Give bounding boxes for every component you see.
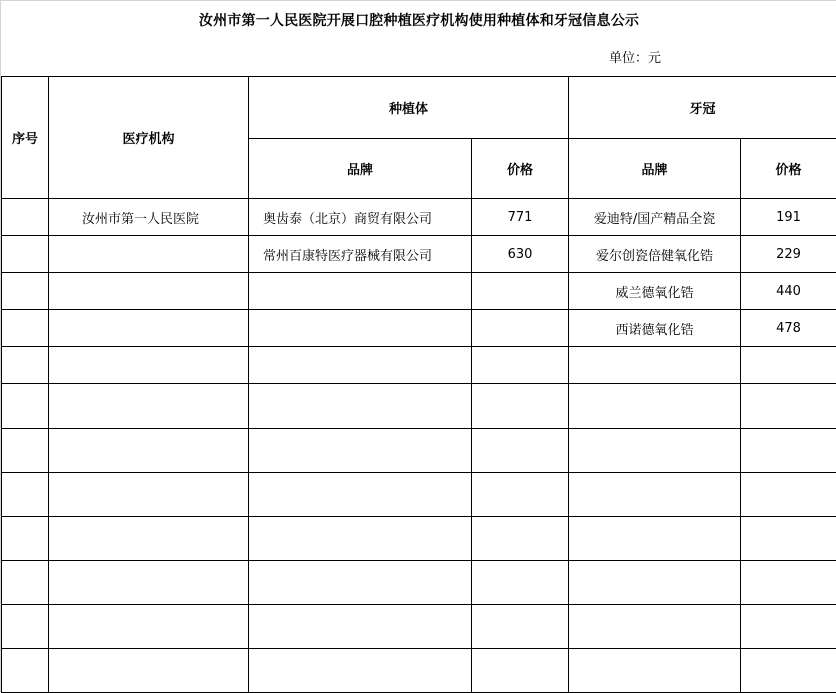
cell-implant-price[interactable] <box>472 473 569 517</box>
cell-crown-brand[interactable]: 爱迪特/国产精品全瓷 <box>569 199 741 236</box>
header-implant-price[interactable]: 价格 <box>472 139 569 199</box>
cell-implant-brand[interactable] <box>249 605 472 649</box>
cell-crown-brand[interactable] <box>569 429 741 473</box>
cell-implant-price[interactable] <box>472 429 569 473</box>
cell-implant-price[interactable] <box>472 561 569 605</box>
cell-implant-brand[interactable] <box>249 384 472 429</box>
table-row <box>2 273 836 310</box>
header-implant-brand[interactable]: 品牌 <box>249 139 472 199</box>
header-seq[interactable]: 序号 <box>2 77 49 199</box>
cell-institution[interactable] <box>49 273 249 310</box>
table-row <box>2 605 836 649</box>
cell-seq[interactable] <box>2 236 49 273</box>
cell-implant-price[interactable]: 771 <box>472 199 569 236</box>
cell-institution[interactable] <box>49 347 249 384</box>
cell-crown-brand[interactable] <box>569 561 741 605</box>
cell-crown-price[interactable]: 229 <box>741 236 836 273</box>
cell-crown-brand[interactable]: 西诺德氧化锆 <box>569 310 741 347</box>
header-institution[interactable]: 医疗机构 <box>49 77 249 199</box>
cell-implant-price[interactable] <box>472 347 569 384</box>
cell-crown-price[interactable] <box>741 347 836 384</box>
cell-crown-price[interactable] <box>741 649 836 693</box>
cell-institution[interactable] <box>49 649 249 693</box>
header-crown-price[interactable]: 价格 <box>741 139 836 199</box>
cell-crown-price[interactable]: 191 <box>741 199 836 236</box>
cell-institution[interactable] <box>49 561 249 605</box>
header-crown-group[interactable]: 牙冠 <box>569 77 836 139</box>
cell-implant-price[interactable] <box>472 517 569 561</box>
page-title: 汝州市第一人民医院开展口腔种植医疗机构使用种植体和牙冠信息公示 <box>1 1 836 41</box>
table-row <box>2 561 836 605</box>
cell-implant-price[interactable] <box>472 384 569 429</box>
table-row <box>2 429 836 473</box>
cell-seq[interactable] <box>2 561 49 605</box>
unit-label: 单位：元 <box>609 47 661 66</box>
cell-implant-brand[interactable] <box>249 429 472 473</box>
cell-implant-price[interactable] <box>472 649 569 693</box>
cell-implant-brand[interactable] <box>249 273 472 310</box>
cell-seq[interactable] <box>2 384 49 429</box>
cell-implant-price[interactable] <box>472 605 569 649</box>
info-table <box>1 76 836 693</box>
cell-crown-brand[interactable] <box>569 605 741 649</box>
cell-implant-brand[interactable]: 常州百康特医疗器械有限公司 <box>249 236 472 273</box>
cell-implant-brand[interactable] <box>249 473 472 517</box>
header-crown-brand[interactable]: 品牌 <box>569 139 741 199</box>
cell-institution[interactable] <box>49 310 249 347</box>
cell-implant-brand[interactable] <box>249 517 472 561</box>
cell-institution[interactable] <box>49 384 249 429</box>
cell-implant-brand[interactable] <box>249 649 472 693</box>
table-row <box>2 236 836 273</box>
table-row <box>2 199 836 236</box>
cell-implant-brand[interactable] <box>249 561 472 605</box>
cell-seq[interactable] <box>2 273 49 310</box>
table-row <box>2 310 836 347</box>
cell-crown-price[interactable]: 440 <box>741 273 836 310</box>
cell-seq[interactable] <box>2 649 49 693</box>
cell-seq[interactable] <box>2 199 49 236</box>
cell-institution[interactable]: 汝州市第一人民医院 <box>49 199 249 236</box>
cell-crown-price[interactable] <box>741 605 836 649</box>
cell-seq[interactable] <box>2 310 49 347</box>
cell-implant-price[interactable]: 630 <box>472 236 569 273</box>
cell-crown-brand[interactable] <box>569 473 741 517</box>
cell-crown-brand[interactable] <box>569 649 741 693</box>
table-row <box>2 347 836 384</box>
cell-implant-brand[interactable] <box>249 347 472 384</box>
cell-institution[interactable] <box>49 605 249 649</box>
cell-institution[interactable] <box>49 473 249 517</box>
cell-seq[interactable] <box>2 517 49 561</box>
cell-implant-brand[interactable]: 奥齿泰（北京）商贸有限公司 <box>249 199 472 236</box>
cell-crown-brand[interactable]: 威兰德氧化锆 <box>569 273 741 310</box>
cell-crown-brand[interactable] <box>569 384 741 429</box>
cell-seq[interactable] <box>2 429 49 473</box>
table-row <box>2 473 836 517</box>
cell-seq[interactable] <box>2 605 49 649</box>
cell-seq[interactable] <box>2 347 49 384</box>
cell-crown-price[interactable] <box>741 517 836 561</box>
cell-crown-brand[interactable] <box>569 347 741 384</box>
cell-crown-price[interactable]: 478 <box>741 310 836 347</box>
cell-crown-price[interactable] <box>741 561 836 605</box>
table-row <box>2 384 836 429</box>
cell-institution[interactable] <box>49 517 249 561</box>
header-row-1 <box>2 77 836 139</box>
cell-crown-price[interactable] <box>741 429 836 473</box>
cell-implant-brand[interactable] <box>249 310 472 347</box>
cell-institution[interactable] <box>49 236 249 273</box>
cell-crown-brand[interactable] <box>569 517 741 561</box>
table-row <box>2 649 836 693</box>
cell-crown-brand[interactable]: 爱尔创瓷倍健氧化锆 <box>569 236 741 273</box>
cell-crown-price[interactable] <box>741 473 836 517</box>
cell-implant-price[interactable] <box>472 273 569 310</box>
cell-implant-price[interactable] <box>472 310 569 347</box>
cell-seq[interactable] <box>2 473 49 517</box>
cell-institution[interactable] <box>49 429 249 473</box>
header-implant-group[interactable]: 种植体 <box>249 77 569 139</box>
table-row <box>2 517 836 561</box>
cell-crown-price[interactable] <box>741 384 836 429</box>
